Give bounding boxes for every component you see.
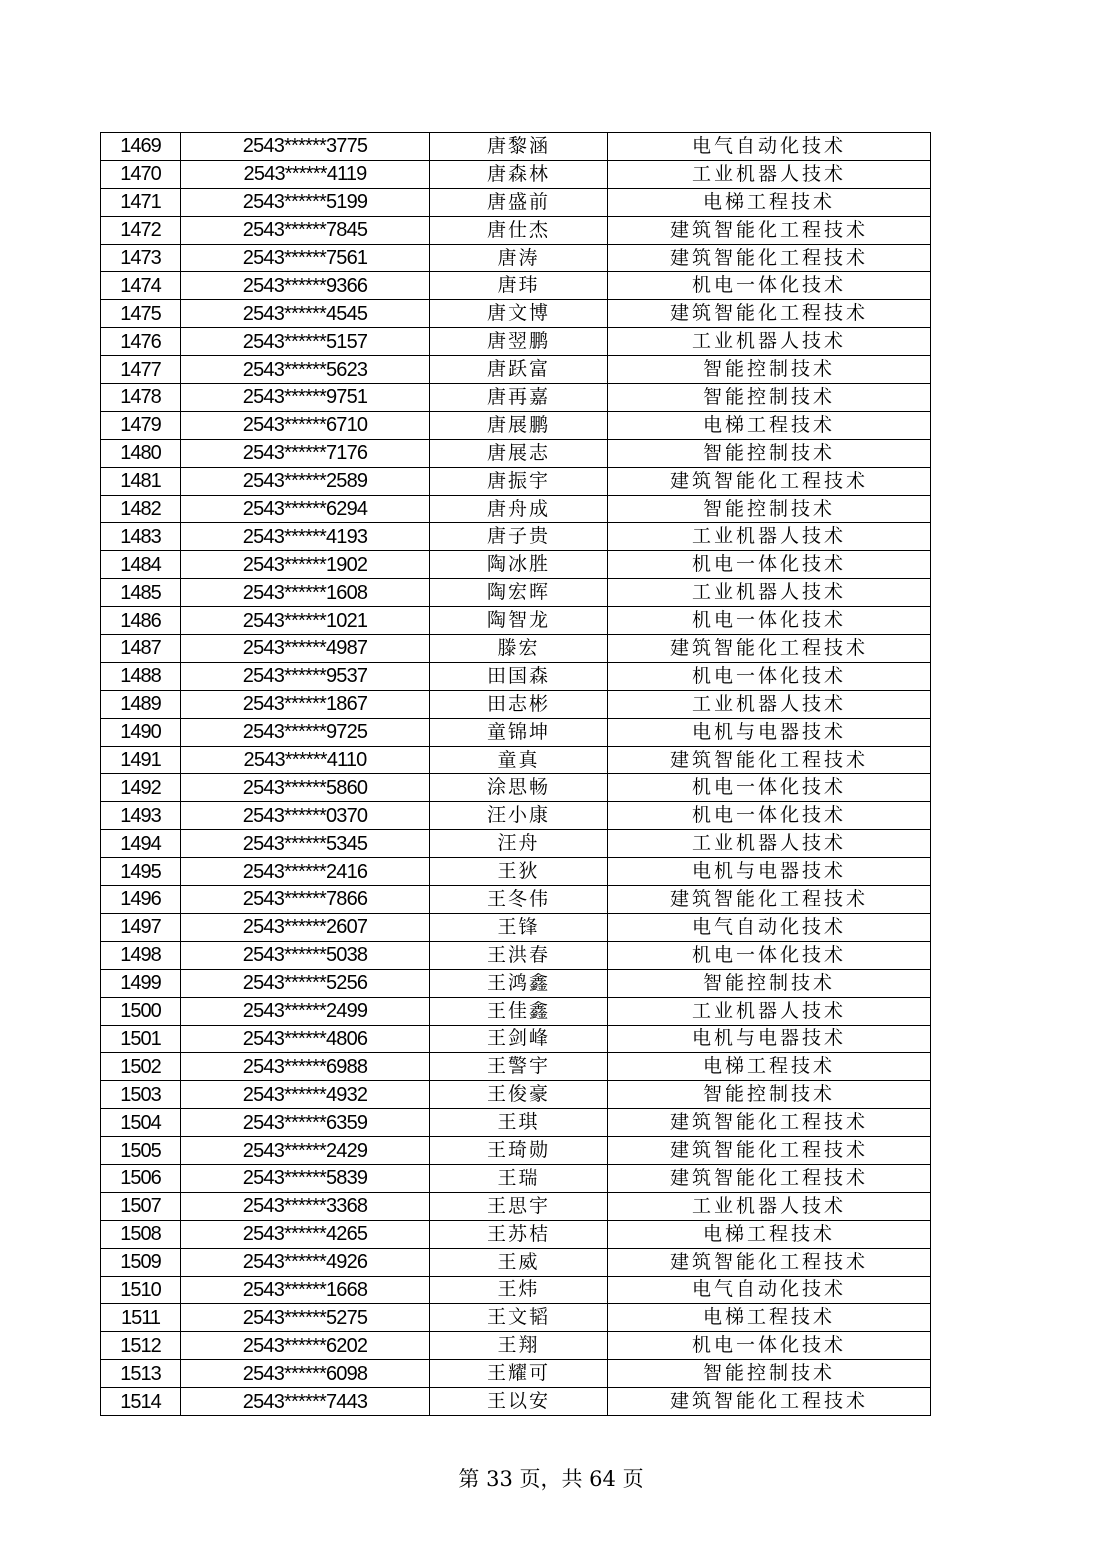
student-name-cell: 唐仕杰	[430, 216, 608, 244]
student-name-cell: 唐振宇	[430, 467, 608, 495]
id-number-cell: 2543******2607	[181, 913, 430, 941]
id-number-cell: 2543******9537	[181, 662, 430, 690]
student-name-cell: 王锋	[430, 913, 608, 941]
student-roster-table	[100, 132, 931, 1416]
id-number-cell: 2543******3368	[181, 1192, 430, 1220]
table-row	[101, 1276, 931, 1304]
student-name-cell: 王琦勋	[430, 1137, 608, 1165]
id-number-cell: 2543******4926	[181, 1248, 430, 1276]
id-number-cell: 2543******4806	[181, 1025, 430, 1053]
id-number-cell: 2543******9725	[181, 718, 430, 746]
table-row	[101, 941, 931, 969]
major-cell: 建筑智能化工程技术	[608, 1164, 931, 1192]
row-number-cell: 1499	[101, 969, 181, 997]
major-cell: 电梯工程技术	[608, 411, 931, 439]
row-number-cell: 1479	[101, 411, 181, 439]
id-number-cell: 2543******1608	[181, 579, 430, 607]
id-number-cell: 2543******6359	[181, 1109, 430, 1137]
major-cell: 建筑智能化工程技术	[608, 635, 931, 663]
student-name-cell: 王威	[430, 1248, 608, 1276]
table-row	[101, 133, 931, 161]
row-number-cell: 1469	[101, 133, 181, 161]
student-name-cell: 王翔	[430, 1332, 608, 1360]
major-cell: 机电一体化技术	[608, 774, 931, 802]
row-number-cell: 1470	[101, 160, 181, 188]
id-number-cell: 2543******4265	[181, 1220, 430, 1248]
student-name-cell: 滕宏	[430, 635, 608, 663]
row-number-cell: 1513	[101, 1360, 181, 1388]
id-number-cell: 2543******5275	[181, 1304, 430, 1332]
student-name-cell: 唐子贵	[430, 523, 608, 551]
row-number-cell: 1492	[101, 774, 181, 802]
row-number-cell: 1491	[101, 746, 181, 774]
row-number-cell: 1482	[101, 495, 181, 523]
id-number-cell: 2543******2589	[181, 467, 430, 495]
id-number-cell: 2543******5256	[181, 969, 430, 997]
table-row	[101, 913, 931, 941]
major-cell: 建筑智能化工程技术	[608, 467, 931, 495]
row-number-cell: 1493	[101, 802, 181, 830]
major-cell: 工业机器人技术	[608, 523, 931, 551]
student-name-cell: 唐再嘉	[430, 384, 608, 412]
table-row	[101, 1304, 931, 1332]
table-row	[101, 467, 931, 495]
table-row	[101, 886, 931, 914]
table-row	[101, 523, 931, 551]
row-number-cell: 1505	[101, 1137, 181, 1165]
table-row	[101, 216, 931, 244]
table-row	[101, 1332, 931, 1360]
row-number-cell: 1484	[101, 551, 181, 579]
id-number-cell: 2543******6988	[181, 1053, 430, 1081]
id-number-cell: 2543******4545	[181, 300, 430, 328]
student-name-cell: 王思宇	[430, 1192, 608, 1220]
row-number-cell: 1494	[101, 830, 181, 858]
row-number-cell: 1475	[101, 300, 181, 328]
row-number-cell: 1473	[101, 244, 181, 272]
major-cell: 机电一体化技术	[608, 1332, 931, 1360]
id-number-cell: 2543******4932	[181, 1081, 430, 1109]
major-cell: 智能控制技术	[608, 969, 931, 997]
id-number-cell: 2543******5345	[181, 830, 430, 858]
row-number-cell: 1508	[101, 1220, 181, 1248]
id-number-cell: 2543******6294	[181, 495, 430, 523]
row-number-cell: 1490	[101, 718, 181, 746]
major-cell: 建筑智能化工程技术	[608, 1248, 931, 1276]
id-number-cell: 2543******0370	[181, 802, 430, 830]
row-number-cell: 1478	[101, 384, 181, 412]
row-number-cell: 1500	[101, 997, 181, 1025]
id-number-cell: 2543******4193	[181, 523, 430, 551]
table-row	[101, 551, 931, 579]
major-cell: 电机与电器技术	[608, 858, 931, 886]
row-number-cell: 1501	[101, 1025, 181, 1053]
id-number-cell: 2543******5157	[181, 328, 430, 356]
table-row	[101, 1137, 931, 1165]
student-name-cell: 王以安	[430, 1388, 608, 1416]
roster-body	[101, 133, 931, 1416]
row-number-cell: 1495	[101, 858, 181, 886]
student-name-cell: 田国森	[430, 662, 608, 690]
student-name-cell: 汪小康	[430, 802, 608, 830]
major-cell: 建筑智能化工程技术	[608, 1137, 931, 1165]
row-number-cell: 1483	[101, 523, 181, 551]
id-number-cell: 2543******5860	[181, 774, 430, 802]
student-name-cell: 王洪春	[430, 941, 608, 969]
id-number-cell: 2543******2429	[181, 1137, 430, 1165]
major-cell: 机电一体化技术	[608, 551, 931, 579]
id-number-cell: 2543******7561	[181, 244, 430, 272]
id-number-cell: 2543******6202	[181, 1332, 430, 1360]
table-row	[101, 384, 931, 412]
major-cell: 工业机器人技术	[608, 690, 931, 718]
student-name-cell: 唐跃富	[430, 356, 608, 384]
row-number-cell: 1509	[101, 1248, 181, 1276]
major-cell: 工业机器人技术	[608, 1192, 931, 1220]
major-cell: 建筑智能化工程技术	[608, 746, 931, 774]
major-cell: 电机与电器技术	[608, 718, 931, 746]
id-number-cell: 2543******5839	[181, 1164, 430, 1192]
row-number-cell: 1497	[101, 913, 181, 941]
student-name-cell: 唐展志	[430, 439, 608, 467]
row-number-cell: 1507	[101, 1192, 181, 1220]
table-row	[101, 690, 931, 718]
major-cell: 智能控制技术	[608, 495, 931, 523]
major-cell: 工业机器人技术	[608, 997, 931, 1025]
id-number-cell: 2543******6098	[181, 1360, 430, 1388]
row-number-cell: 1480	[101, 439, 181, 467]
row-number-cell: 1481	[101, 467, 181, 495]
id-number-cell: 2543******2416	[181, 858, 430, 886]
table-row	[101, 244, 931, 272]
table-row	[101, 774, 931, 802]
id-number-cell: 2543******1021	[181, 607, 430, 635]
student-name-cell: 王剑峰	[430, 1025, 608, 1053]
table-row	[101, 802, 931, 830]
student-name-cell: 唐涛	[430, 244, 608, 272]
table-row	[101, 718, 931, 746]
student-name-cell: 王鸿鑫	[430, 969, 608, 997]
table-row	[101, 579, 931, 607]
row-number-cell: 1485	[101, 579, 181, 607]
row-number-cell: 1487	[101, 635, 181, 663]
major-cell: 智能控制技术	[608, 1360, 931, 1388]
student-name-cell: 陶冰胜	[430, 551, 608, 579]
student-name-cell: 王瑞	[430, 1164, 608, 1192]
student-name-cell: 王耀可	[430, 1360, 608, 1388]
student-name-cell: 王苏桔	[430, 1220, 608, 1248]
major-cell: 建筑智能化工程技术	[608, 244, 931, 272]
table-row	[101, 495, 931, 523]
student-name-cell: 王琪	[430, 1109, 608, 1137]
row-number-cell: 1504	[101, 1109, 181, 1137]
row-number-cell: 1502	[101, 1053, 181, 1081]
student-name-cell: 涂思畅	[430, 774, 608, 802]
student-name-cell: 王警宇	[430, 1053, 608, 1081]
major-cell: 建筑智能化工程技术	[608, 1388, 931, 1416]
table-row	[101, 160, 931, 188]
student-name-cell: 童真	[430, 746, 608, 774]
table-row	[101, 858, 931, 886]
row-number-cell: 1477	[101, 356, 181, 384]
student-name-cell: 唐黎涵	[430, 133, 608, 161]
table-row	[101, 746, 931, 774]
table-row	[101, 1388, 931, 1416]
table-row	[101, 1360, 931, 1388]
id-number-cell: 2543******3775	[181, 133, 430, 161]
table-row	[101, 607, 931, 635]
row-number-cell: 1510	[101, 1276, 181, 1304]
major-cell: 电梯工程技术	[608, 1220, 931, 1248]
table-row	[101, 635, 931, 663]
table-row	[101, 969, 931, 997]
student-name-cell: 王文韬	[430, 1304, 608, 1332]
major-cell: 建筑智能化工程技术	[608, 300, 931, 328]
id-number-cell: 2543******7845	[181, 216, 430, 244]
table-row	[101, 272, 931, 300]
student-name-cell: 汪舟	[430, 830, 608, 858]
id-number-cell: 2543******7866	[181, 886, 430, 914]
student-name-cell: 唐展鹏	[430, 411, 608, 439]
student-name-cell: 王冬伟	[430, 886, 608, 914]
major-cell: 智能控制技术	[608, 384, 931, 412]
major-cell: 建筑智能化工程技术	[608, 1109, 931, 1137]
id-number-cell: 2543******2499	[181, 997, 430, 1025]
row-number-cell: 1489	[101, 690, 181, 718]
student-name-cell: 唐翌鹏	[430, 328, 608, 356]
row-number-cell: 1503	[101, 1081, 181, 1109]
id-number-cell: 2543******7176	[181, 439, 430, 467]
major-cell: 电梯工程技术	[608, 1304, 931, 1332]
id-number-cell: 2543******9366	[181, 272, 430, 300]
id-number-cell: 2543******1902	[181, 551, 430, 579]
row-number-cell: 1474	[101, 272, 181, 300]
page-footer: 第 33 页，共 64 页	[458, 1467, 644, 1491]
major-cell: 电气自动化技术	[608, 913, 931, 941]
table-row	[101, 997, 931, 1025]
id-number-cell: 2543******4987	[181, 635, 430, 663]
table-row	[101, 439, 931, 467]
table-row	[101, 830, 931, 858]
student-name-cell: 陶宏晖	[430, 579, 608, 607]
major-cell: 机电一体化技术	[608, 802, 931, 830]
student-name-cell: 王俊豪	[430, 1081, 608, 1109]
student-name-cell: 唐舟成	[430, 495, 608, 523]
table-row	[101, 1081, 931, 1109]
student-name-cell: 田志彬	[430, 690, 608, 718]
id-number-cell: 2543******4119	[181, 160, 430, 188]
student-name-cell: 唐玮	[430, 272, 608, 300]
table-row	[101, 1192, 931, 1220]
major-cell: 电气自动化技术	[608, 1276, 931, 1304]
table-row	[101, 328, 931, 356]
id-number-cell: 2543******1668	[181, 1276, 430, 1304]
table-row	[101, 1025, 931, 1053]
row-number-cell: 1488	[101, 662, 181, 690]
student-name-cell: 王炜	[430, 1276, 608, 1304]
major-cell: 电梯工程技术	[608, 1053, 931, 1081]
major-cell: 机电一体化技术	[608, 941, 931, 969]
id-number-cell: 2543******6710	[181, 411, 430, 439]
id-number-cell: 2543******5038	[181, 941, 430, 969]
table-row	[101, 300, 931, 328]
row-number-cell: 1472	[101, 216, 181, 244]
id-number-cell: 2543******5623	[181, 356, 430, 384]
row-number-cell: 1511	[101, 1304, 181, 1332]
major-cell: 机电一体化技术	[608, 607, 931, 635]
row-number-cell: 1512	[101, 1332, 181, 1360]
major-cell: 电梯工程技术	[608, 188, 931, 216]
row-number-cell: 1506	[101, 1164, 181, 1192]
table-row	[101, 1053, 931, 1081]
table-row	[101, 1248, 931, 1276]
id-number-cell: 2543******9751	[181, 384, 430, 412]
id-number-cell: 2543******5199	[181, 188, 430, 216]
major-cell: 建筑智能化工程技术	[608, 216, 931, 244]
table-row	[101, 1164, 931, 1192]
table-row	[101, 1220, 931, 1248]
major-cell: 电气自动化技术	[608, 133, 931, 161]
row-number-cell: 1471	[101, 188, 181, 216]
id-number-cell: 2543******4110	[181, 746, 430, 774]
table-row	[101, 356, 931, 384]
row-number-cell: 1498	[101, 941, 181, 969]
table-row	[101, 662, 931, 690]
student-name-cell: 唐森林	[430, 160, 608, 188]
student-name-cell: 唐盛前	[430, 188, 608, 216]
major-cell: 机电一体化技术	[608, 272, 931, 300]
major-cell: 工业机器人技术	[608, 579, 931, 607]
major-cell: 智能控制技术	[608, 439, 931, 467]
row-number-cell: 1514	[101, 1388, 181, 1416]
major-cell: 机电一体化技术	[608, 662, 931, 690]
major-cell: 工业机器人技术	[608, 328, 931, 356]
table-row	[101, 188, 931, 216]
row-number-cell: 1496	[101, 886, 181, 914]
id-number-cell: 2543******7443	[181, 1388, 430, 1416]
major-cell: 电机与电器技术	[608, 1025, 931, 1053]
student-name-cell: 王佳鑫	[430, 997, 608, 1025]
major-cell: 工业机器人技术	[608, 830, 931, 858]
row-number-cell: 1486	[101, 607, 181, 635]
row-number-cell: 1476	[101, 328, 181, 356]
table-row	[101, 411, 931, 439]
table-row	[101, 1109, 931, 1137]
student-name-cell: 唐文博	[430, 300, 608, 328]
student-name-cell: 王狄	[430, 858, 608, 886]
student-name-cell: 陶智龙	[430, 607, 608, 635]
student-name-cell: 童锦坤	[430, 718, 608, 746]
major-cell: 建筑智能化工程技术	[608, 886, 931, 914]
id-number-cell: 2543******1867	[181, 690, 430, 718]
major-cell: 智能控制技术	[608, 1081, 931, 1109]
major-cell: 工业机器人技术	[608, 160, 931, 188]
major-cell: 智能控制技术	[608, 356, 931, 384]
